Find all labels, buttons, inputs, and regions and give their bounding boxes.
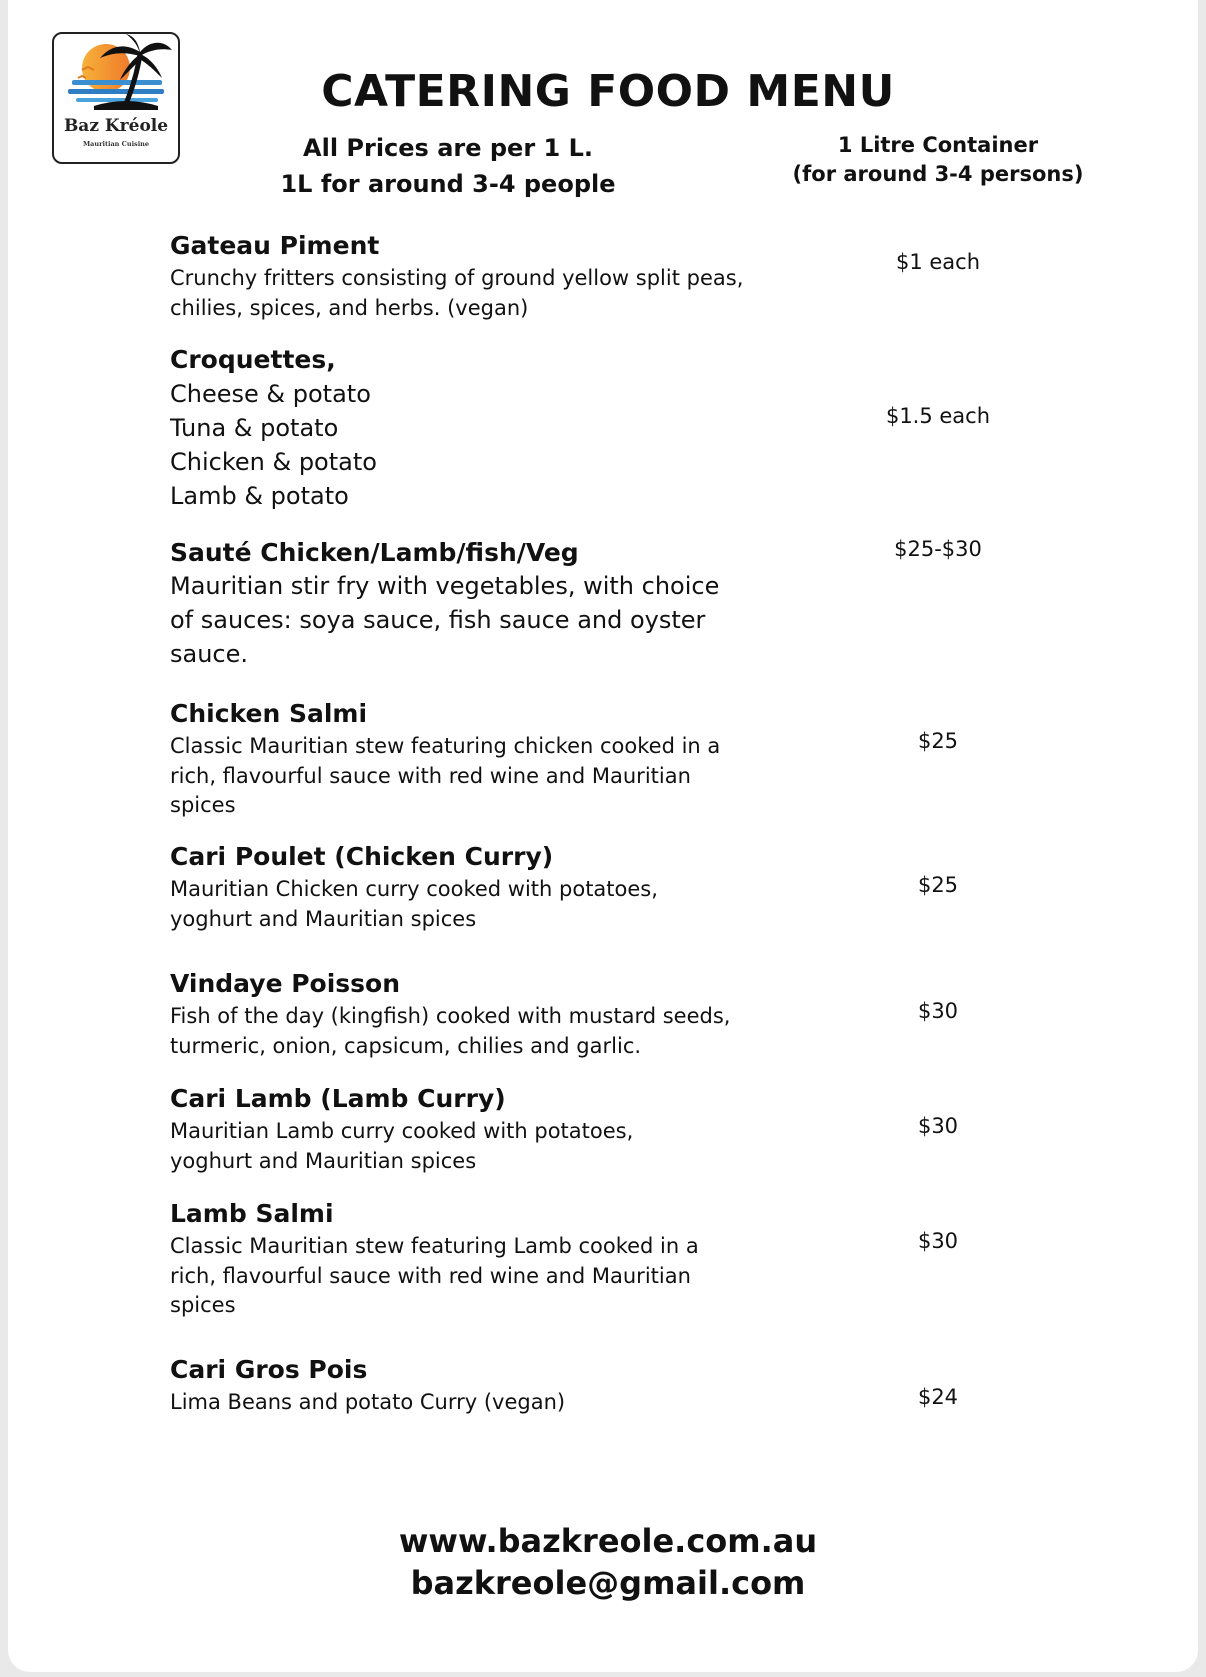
item-description-line: Crunchy fritters consisting of ground yellow split peas,	[170, 266, 744, 290]
menu-page	[8, 0, 1198, 1672]
item-name: Gateau Piment	[170, 231, 380, 260]
palm-sunset-icon	[54, 34, 178, 124]
item-description-line: yoghurt and Mauritian spices	[170, 906, 477, 931]
item-variant: Cheese & potato	[170, 380, 371, 408]
item-description-line: yoghurt and Mauritian spices	[170, 1148, 477, 1173]
item-description	[170, 1117, 770, 1176]
item-variant: Chicken & potato	[170, 448, 377, 476]
item-variant: Lamb & potato	[170, 482, 349, 510]
item-name: Chicken Salmi	[170, 699, 368, 728]
item-description	[170, 1002, 770, 1061]
item-name: Vindaye Poisson	[170, 969, 401, 998]
price-column-header-line-1: 1 Litre Container	[837, 133, 1039, 157]
item-description-line: Classic Mauritian stew featuring Lamb cooked in a	[170, 1234, 699, 1258]
menu-item	[170, 1199, 770, 1321]
item-description-line: rich, flavourful sauce with red wine and Mauritian	[170, 763, 691, 788]
item-description-line: Lima Beans and potato Curry (vegan)	[170, 1390, 566, 1414]
item-description	[170, 732, 770, 821]
contact-footer	[258, 1520, 958, 1604]
item-variant: Tuna & potato	[170, 414, 339, 442]
menu-item	[170, 1084, 770, 1176]
item-description-line: spices	[170, 1293, 236, 1317]
menu-item	[170, 231, 770, 323]
item-name: Cari Lamb (Lamb Curry)	[170, 1084, 506, 1113]
pricing-note	[248, 130, 648, 202]
item-price: $30	[917, 999, 959, 1023]
item-description-line: Mauritian stir fry with vegetables, with choice	[170, 572, 720, 600]
menu-item	[170, 969, 770, 1061]
menu-item	[170, 699, 770, 821]
email-link[interactable]: bazkreole@gmail.com	[410, 1564, 806, 1602]
item-name: Croquettes,	[170, 345, 336, 374]
pricing-note-line-1: All Prices are per 1 L.	[303, 134, 593, 162]
item-description	[170, 264, 770, 323]
menu-item	[170, 345, 770, 513]
item-description-line: Classic Mauritian stew featuring chicken cooked in a	[170, 734, 721, 758]
page-title: CATERING FOOD MENU	[321, 66, 895, 117]
item-name: Cari Gros Pois	[170, 1355, 368, 1384]
item-description-line: Mauritian Chicken curry cooked with potatoes,	[170, 877, 658, 901]
item-price: $1 each	[895, 250, 981, 274]
item-description-line: turmeric, onion, capsicum, chilies and garlic.	[170, 1033, 642, 1058]
item-name: Lamb Salmi	[170, 1199, 334, 1228]
item-description-line: of sauces: soya sauce, fish sauce and oyster	[170, 606, 706, 634]
item-price: $24	[917, 1385, 959, 1409]
menu-item	[170, 842, 770, 934]
item-price: $1.5 each	[885, 404, 991, 428]
pricing-note-line-2: 1L for around 3-4 people	[280, 170, 616, 198]
item-variants	[170, 377, 770, 513]
website-link[interactable]: www.bazkreole.com.au	[398, 1522, 818, 1560]
item-price: $25	[917, 873, 959, 897]
brand-logo	[52, 32, 180, 164]
price-column-header	[788, 131, 1088, 189]
item-description-line: spices	[170, 793, 236, 817]
item-description-line: Fish of the day (kingfish) cooked with mustard seeds,	[170, 1004, 731, 1028]
menu-item	[170, 1355, 770, 1418]
item-name: Cari Poulet (Chicken Curry)	[170, 842, 554, 871]
item-price: $25-$30	[894, 537, 982, 561]
item-description-line: Mauritian Lamb curry cooked with potatoes,	[170, 1119, 634, 1143]
menu-item	[170, 538, 770, 671]
item-description	[170, 875, 770, 934]
item-description	[170, 1232, 770, 1321]
item-price: $30	[917, 1114, 959, 1138]
item-description-line: rich, flavourful sauce with red wine and Mauritian	[170, 1263, 691, 1288]
item-description-line: chilies, spices, and herbs. (vegan)	[170, 295, 529, 320]
price-column-header-line-2: (for around 3-4 persons)	[792, 162, 1084, 186]
item-price: $25	[917, 729, 959, 753]
item-description-line: sauce.	[170, 640, 249, 668]
item-name: Sauté Chicken/Lamb/fish/Veg	[170, 538, 579, 567]
item-description	[170, 1388, 770, 1418]
brand-name: Baz Kréole	[63, 116, 169, 136]
brand-tagline: Mauritian Cuisine	[82, 140, 150, 148]
item-description	[170, 569, 770, 671]
item-price: $30	[917, 1229, 959, 1253]
